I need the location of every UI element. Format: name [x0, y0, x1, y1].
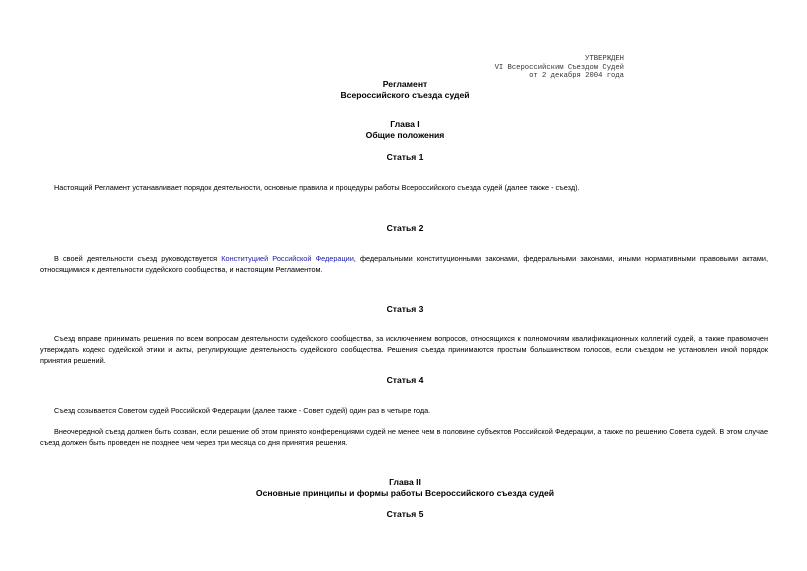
article-2-text-before-link: В своей деятельности съезд руководствуется: [54, 254, 222, 263]
document-title: [40, 79, 770, 101]
article-5-heading: Статья 5: [386, 509, 424, 519]
article-3-paragraph-1: Съезд вправе принимать решения по всем вопросам деятельности судейского сообщества, за исключением вопросов, относящихся к полномочиям квалификационных коллегий судей, а также правомочен утверждать кодекс судейской этики и акты, регулирующие деятельность судейского сообщества. Решения съезда принимаются простым большинством голосов, если съездом не установлен иной порядок принятия решений.: [40, 334, 768, 365]
article-4-paragraph-2: Внеочередной съезд должен быть созван, если решение об этом принято конференциями судей не менее чем в половине субъектов Российской Федерации, а также по решению Совета судей. В этом случае съезд должен быть проведен не позднее чем через три месяца со дня принятия решения.: [40, 427, 768, 447]
article-2-text-after-link: , федеральными конституционными законами, федеральными законами, иными нормативными правовыми актами, относящимися к деятельности судейского сообщества, и настоящим Регламентом.: [40, 254, 768, 274]
article-1-heading: Статья 1: [386, 152, 424, 162]
approval-line-congress: VI Всероссийским Съездом Судей: [494, 63, 624, 72]
chapter-2-number: Глава II: [389, 477, 421, 487]
chapter-2-name: Основные принципы и формы работы Всероссийского съезда судей: [255, 488, 555, 498]
article-4-heading: Статья 4: [386, 375, 424, 385]
document-title-line1: Регламент: [382, 79, 428, 89]
constitution-link[interactable]: Конституцией Российской Федерации: [221, 254, 354, 263]
approval-line-approved: УТВЕРЖДЕН: [585, 55, 624, 63]
chapter-1-number: Глава I: [390, 119, 420, 129]
approval-line-date: от 2 декабря 2004 года: [529, 72, 624, 81]
article-4-paragraph-1: Съезд созывается Советом судей Российской Федерации (далее также - Совет судей) один раз в четыре года.: [54, 406, 431, 415]
document-title-line2: Всероссийского съезда судей: [340, 90, 470, 100]
article-1-paragraph-1: Настоящий Регламент устанавливает порядок деятельности, основные правила и процедуры работы Всероссийского съезда судей (далее также - съезд).: [54, 183, 580, 192]
chapter-2-heading: [40, 477, 770, 499]
article-2-heading: Статья 2: [386, 223, 424, 233]
article-2-paragraph-1: [40, 253, 768, 275]
approval-stamp: [495, 55, 624, 81]
chapter-1-name: Общие положения: [365, 130, 445, 140]
article-3-heading: Статья 3: [386, 304, 424, 314]
chapter-1-heading: [40, 119, 770, 141]
